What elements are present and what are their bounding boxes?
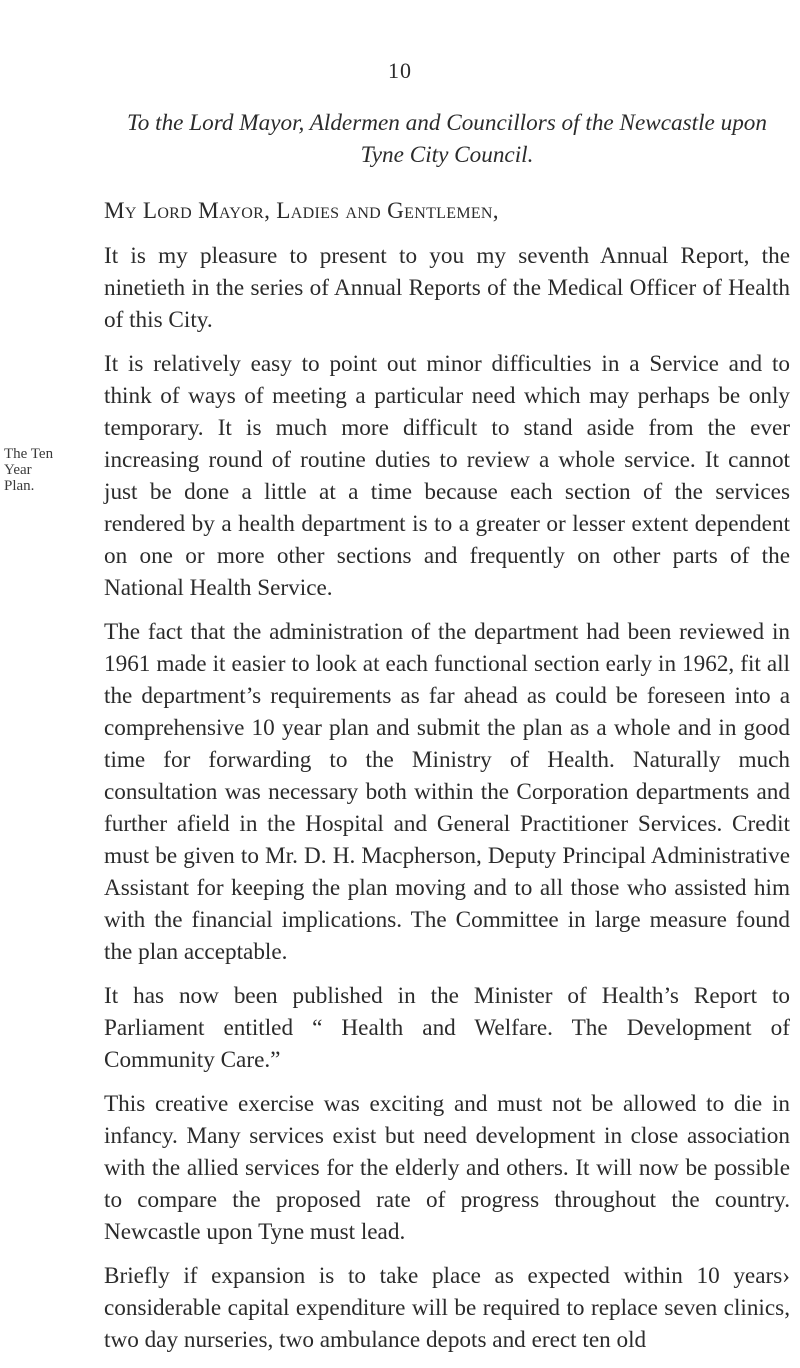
paragraph-creative-exercise: This creative exercise was exciting and must not be allowed to die in infancy. Many services exist but need development in close association with the allied services for the elderly and others. It will now be possible to compare the proposed rate of progress throughout the country. Newcastle upon Tyne must lead. <box>104 1091 790 1245</box>
salutation: My Lord Mayor, Ladies and Gentlemen, <box>104 198 499 224</box>
address-line-1: To the Lord Mayor, Aldermen and Councillors of the Newcastle upon <box>126 110 767 136</box>
paragraph-published-report: It has now been published in the Minister of Health’s Report to Parliament entitled “ Health and Welfare. The Development of Community Care.” <box>104 983 790 1073</box>
margin-note-ten-year-plan: The Ten Year Plan. <box>4 446 54 494</box>
paragraph-capital-expenditure: Briefly if expansion is to take place as expected within 10 years› considerable capital expenditure will be required to replace seven clinics, two day nurseries, two ambulance depots and erect ten old <box>104 1263 790 1353</box>
page-number: 10 <box>388 58 412 83</box>
paragraph-minor-difficulties: It is relatively easy to point out minor difficulties in a Service and to think of ways of meeting a particular need which may perhaps be only temporary. It is much more difficult to stand aside from the ever increasing round of routine duties to review a whole service. It cannot just be done a little at a time because each section of the services rendered by a health department is to a greater or lesser extent dependent on one or more other sections and frequently on other parts of the National Health Service. <box>104 351 790 601</box>
paragraph-annual-report: It is my pleasure to present to you my seventh Annual Report, the ninetieth in the series of Annual Reports of the Medical Officer of Health of this City. <box>104 243 790 333</box>
paragraph-ten-year-plan: The fact that the administration of the department had been reviewed in 1961 made it easier to look at each functional section early in 1962, fit all the department’s requirements as far ahead as could be foreseen into a comprehensive 10 year plan and submit the plan as a whole and in good time for forwarding to the Ministry of Health. Naturally much consultation was necessary both within the Corporation departments and further afield in the Hospital and General Practitioner Services. Credit must be given to Mr. D. H. Macpherson, Deputy Principal Administrative Assistant for keeping the plan moving and to all those who assisted him with the financial implications. The Committee in large measure found the plan acceptable. <box>104 619 790 965</box>
address-block <box>104 107 790 171</box>
address-line-2: Tyne City Council. <box>360 142 534 168</box>
report-body <box>104 107 790 1368</box>
